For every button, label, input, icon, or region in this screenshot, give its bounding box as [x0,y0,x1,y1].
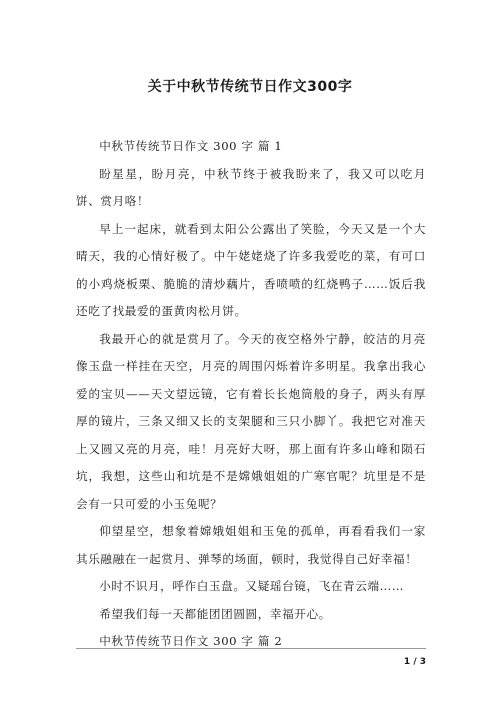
paragraph: 小时不识月，呼作白玉盘。又疑瑶台镜，飞在青云端…… [99,579,405,593]
footer-divider [76,648,426,649]
paragraph: 我最开心的就是赏月了。今天的夜空格外宁静，皎洁的月亮像玉盘一样挂在天空，月亮的周围闪烁着许多明星。我拿出我心爱的宝贝——天文望远镜，它有着长长炮筒般的身子，两头有厚厚的镜片，三条又细又长的支架腿和三只小脚丫。我把它对准天上又圆又亮的月亮，哇！月亮好大呀，那上面有许多山峰和陨石坑，我想，这些山和坑是不是嫦娥姐姐的广寒官呢？坑里是不是会有一只可爱的小玉兔呢？ [76,331,426,511]
section-heading: 中秋节传统节日作文 300 字 篇 2 [99,634,283,648]
document-body [76,133,426,656]
document-title: 关于中秋节传统节日作文300字 [147,79,353,95]
section-heading: 中秋节传统节日作文 300 字 篇 1 [99,139,283,153]
paragraph: 仰望星空，想象着嫦娥姐姐和玉兔的孤单，再看看我们一家其乐融融在一起赏月、弹琴的场面，顿时，我觉得自己好幸福！ [76,524,426,566]
paragraph: 希望我们每一天都能团团圆圆，幸福开心。 [99,606,331,621]
paragraph: 盼星星，盼月亮，中秋节终于被我盼来了，我又可以吃月饼、赏月咯！ [76,166,426,208]
paragraph: 早上一起床，就看到太阳公公露出了笑脸，今天又是一个大晴天，我的心情好极了。中午姥姥烧了许多我爱吃的菜，有可口的小鸡烧板栗、脆脆的清炒藕片，香喷喷的红烧鸭子……饭后我还吃了找最爱的蛋黄肉松月饼。 [76,221,426,318]
page-number: 1 / 3 [403,657,426,667]
